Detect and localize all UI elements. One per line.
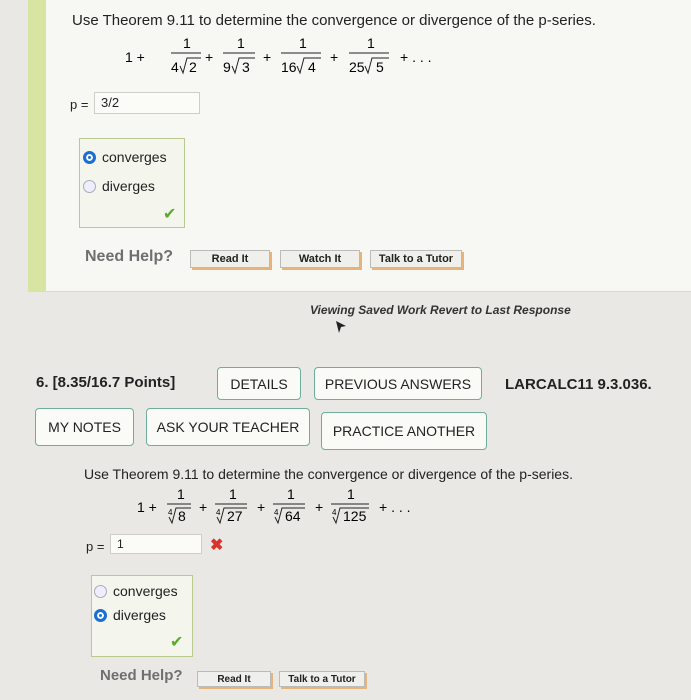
question-6-series (137, 488, 457, 536)
choice-label: diverges (113, 607, 166, 623)
series-term-2 (223, 35, 255, 75)
term-numerator: 1 (177, 488, 185, 502)
radio-unselected-icon[interactable] (83, 180, 96, 193)
talk-to-tutor-button[interactable]: Talk to a Tutor (279, 671, 365, 687)
watch-it-button[interactable]: Watch It (280, 250, 360, 268)
series-plus: + (330, 49, 339, 65)
p-label: p = (70, 97, 89, 112)
series-term-1 (167, 488, 191, 524)
checkmark-icon: ✔ (163, 206, 177, 223)
talk-to-tutor-button[interactable]: Talk to a Tutor (370, 250, 462, 268)
cursor-icon (335, 320, 347, 334)
series-term-3 (281, 35, 321, 75)
series-term-2 (215, 488, 247, 524)
p-label: p = (86, 539, 105, 554)
question-5-prompt: Use Theorem 9.11 to determine the convergence or divergence of the p-series. (72, 12, 596, 29)
choice-converges[interactable] (83, 149, 167, 165)
p-answer-field[interactable]: 1 (110, 534, 202, 554)
radio-selected-icon[interactable] (83, 151, 96, 164)
root-index: 4 (168, 508, 173, 517)
root-index: 4 (216, 508, 221, 517)
need-help-label: Need Help? (100, 667, 183, 684)
question-6-prompt: Use Theorem 9.11 to determine the convergence or divergence of the p-series. (84, 466, 573, 482)
question-5-series (125, 34, 485, 84)
root-index: 4 (332, 508, 337, 517)
radio-selected-icon[interactable] (94, 609, 107, 622)
choice-label: converges (113, 583, 178, 599)
choice-label: diverges (102, 178, 155, 194)
choice-diverges[interactable] (94, 607, 166, 623)
term-radicand: 8 (178, 508, 186, 524)
checkmark-icon: ✔ (170, 634, 184, 651)
series-plus: + (199, 499, 208, 515)
series-term-4 (349, 35, 389, 75)
term-coefficient: 16 (281, 59, 297, 75)
term-coefficient: 9 (223, 59, 231, 75)
my-notes-button[interactable]: MY NOTES (35, 408, 134, 446)
term-radicand: 3 (242, 59, 250, 75)
term-radicand: 64 (285, 508, 301, 524)
term-coefficient: 4 (171, 59, 179, 75)
read-it-button[interactable]: Read It (190, 250, 270, 268)
series-lead: 1 + (125, 49, 145, 65)
term-numerator: 1 (299, 35, 307, 51)
series-plus: + (257, 499, 266, 515)
question-6-number: 6. [8.35/16.7 Points] (36, 374, 176, 391)
term-radicand: 2 (189, 59, 197, 75)
series-plus: + (205, 49, 214, 65)
read-it-button[interactable]: Read It (197, 671, 271, 687)
incorrect-x-icon: ✖ (210, 537, 224, 554)
ask-your-teacher-button[interactable]: ASK YOUR TEACHER (146, 408, 310, 446)
radio-unselected-icon[interactable] (94, 585, 107, 598)
choice-converges[interactable] (94, 583, 178, 599)
term-radicand: 27 (227, 508, 243, 524)
saved-work-note[interactable]: Viewing Saved Work Revert to Last Response (310, 303, 571, 317)
need-help-label: Need Help? (85, 248, 174, 265)
series-term-4 (331, 488, 369, 524)
details-button[interactable]: DETAILS (217, 367, 301, 400)
problem-code: LARCALC11 9.3.036. (505, 376, 652, 393)
term-numerator: 1 (237, 35, 245, 51)
term-numerator: 1 (367, 35, 375, 51)
term-radicand: 125 (343, 508, 367, 524)
term-numerator: 1 (183, 35, 191, 51)
root-index: 4 (274, 508, 279, 517)
previous-answers-button[interactable]: PREVIOUS ANSWERS (314, 367, 482, 400)
series-plus: + (315, 499, 324, 515)
term-numerator: 1 (347, 488, 355, 502)
practice-another-button[interactable]: PRACTICE ANOTHER (321, 412, 487, 450)
term-radicand: 4 (308, 59, 316, 75)
series-tail: + . . . (400, 49, 432, 65)
series-lead: 1 + (137, 499, 157, 515)
term-numerator: 1 (287, 488, 295, 502)
series-plus: + (263, 49, 272, 65)
term-radicand: 5 (376, 59, 384, 75)
series-term-1 (171, 35, 201, 75)
term-numerator: 1 (229, 488, 237, 502)
term-coefficient: 25 (349, 59, 365, 75)
choice-label: converges (102, 149, 167, 165)
choice-diverges[interactable] (83, 178, 155, 194)
series-term-3 (273, 488, 305, 524)
series-tail: + . . . (379, 499, 411, 515)
p-answer-field[interactable]: 3/2 (94, 92, 200, 114)
